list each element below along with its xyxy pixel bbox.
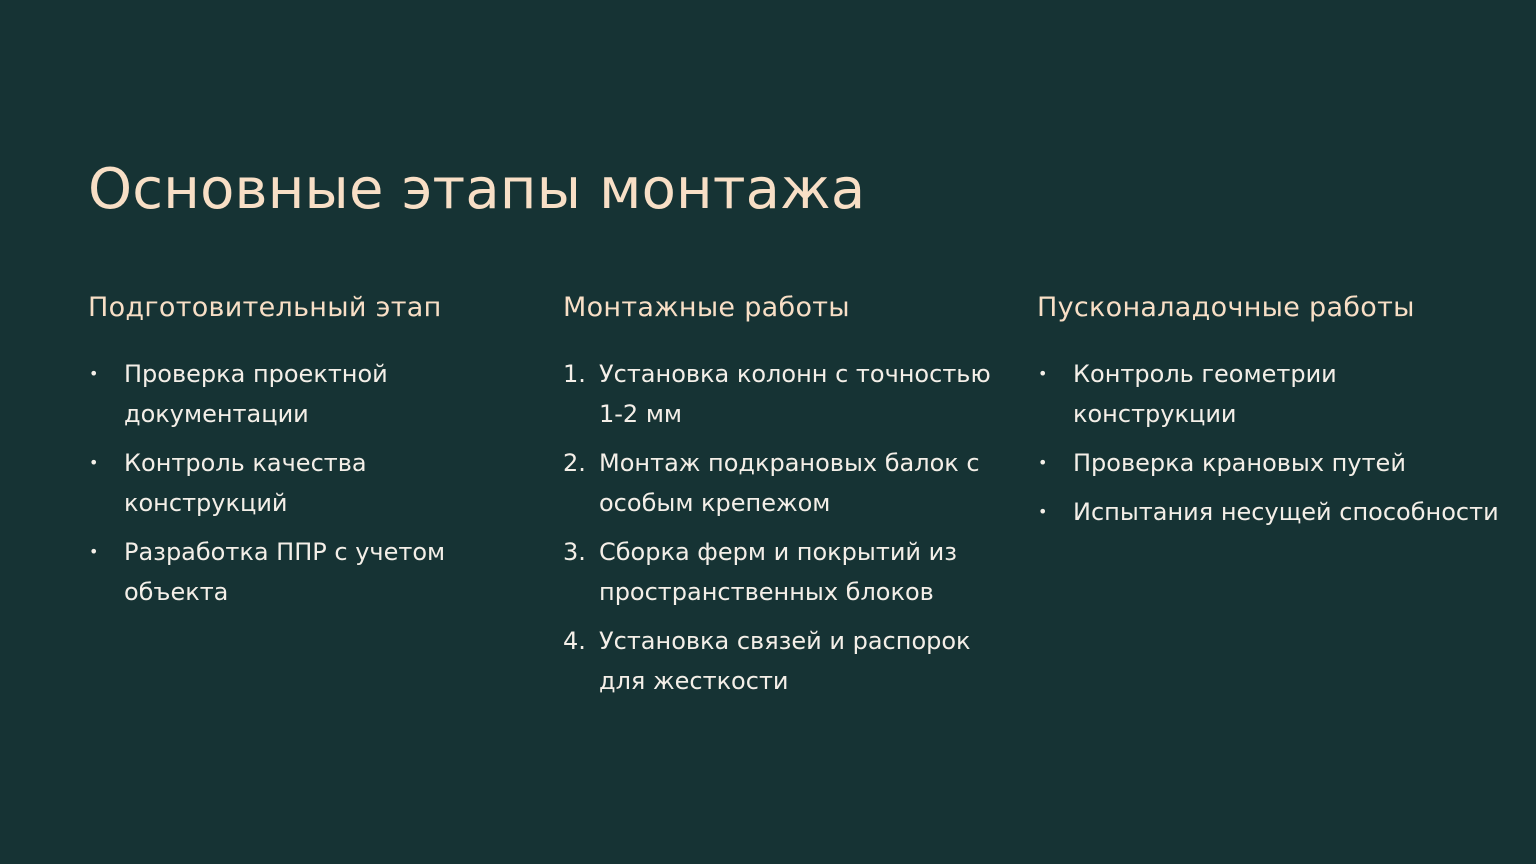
list-item	[1037, 492, 1507, 532]
list-item-text: Контроль геометрии конструкции	[1073, 360, 1337, 428]
column-heading: Монтажные работы	[563, 292, 850, 323]
column-heading: Подготовительный этап	[88, 292, 442, 323]
list-item	[563, 443, 993, 523]
list-item-text: Установка связей и распорок для жесткости	[599, 627, 971, 695]
number-marker: 4.	[563, 627, 586, 655]
number-marker: 3.	[563, 538, 586, 566]
bullet-marker: •	[1038, 453, 1048, 472]
list-item	[563, 532, 993, 612]
list-item-text: Разработка ППР с учетом объекта	[124, 538, 446, 606]
list-item	[88, 354, 518, 434]
list-item	[563, 354, 993, 434]
number-marker: 2.	[563, 449, 586, 477]
bullet-list	[88, 354, 518, 612]
column-installation	[563, 288, 993, 710]
list-item-text: Контроль качества конструкций	[124, 449, 367, 517]
list-item-text: Сборка ферм и покрытий из пространственных блоков	[599, 538, 958, 606]
list-item-text: Монтаж подкрановых балок с особым крепежом	[599, 449, 980, 517]
bullet-marker: •	[1038, 502, 1048, 521]
slide-title: Основные этапы монтажа	[88, 157, 866, 222]
column-preparation	[88, 288, 518, 621]
list-item	[88, 532, 518, 612]
list-item-text: Установка колонн с точностью 1-2 мм	[599, 360, 991, 428]
list-item-text: Испытания несущей способности	[1073, 498, 1499, 526]
bullet-marker: •	[89, 453, 99, 472]
number-marker: 1.	[563, 360, 586, 388]
bullet-marker: •	[1038, 364, 1048, 383]
list-item	[1037, 443, 1507, 483]
list-item	[88, 443, 518, 523]
list-item	[1037, 354, 1507, 434]
bullet-list	[1037, 354, 1507, 532]
list-item-text: Проверка крановых путей	[1073, 449, 1406, 477]
column-heading: Пусконаладочные работы	[1037, 292, 1415, 323]
list-item-text: Проверка проектной документации	[124, 360, 388, 428]
bullet-marker: •	[89, 364, 99, 383]
column-commissioning	[1037, 288, 1507, 541]
list-item	[563, 621, 993, 701]
bullet-marker: •	[89, 542, 99, 561]
numbered-list	[563, 354, 993, 701]
